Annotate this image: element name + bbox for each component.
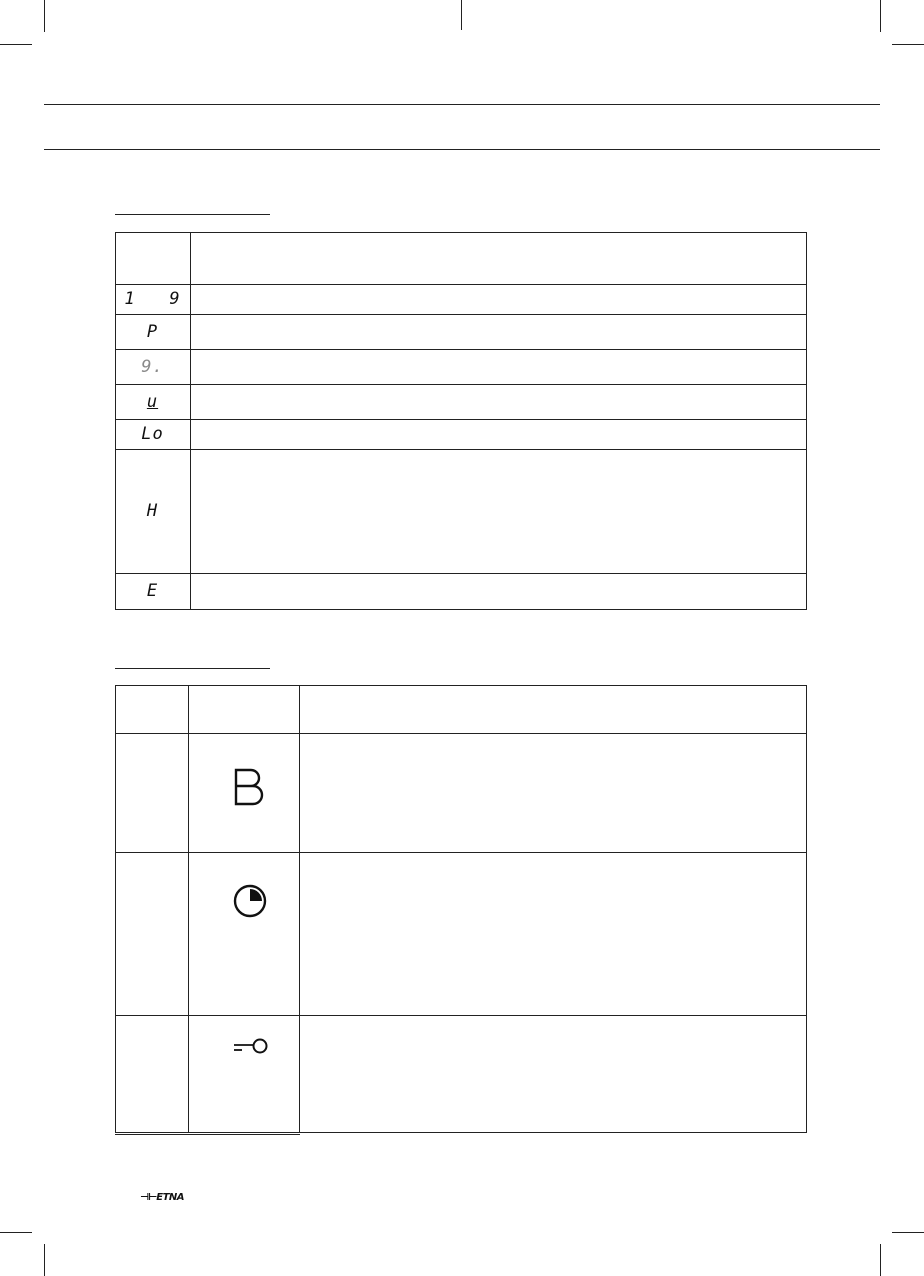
timer-icon: [232, 883, 268, 919]
crop-mark-top-right-h: [892, 44, 924, 45]
table-row: [189, 1016, 299, 1132]
table-row: [115, 449, 190, 573]
section-heading-underline-2: [115, 668, 270, 669]
display-symbol-error: E: [146, 581, 159, 601]
column-divider: [190, 232, 191, 610]
key-lock-icon: [231, 1036, 271, 1056]
table-row: [115, 349, 190, 384]
display-symbol-booster: P: [146, 321, 159, 342]
section-heading-underline-1: [115, 214, 270, 215]
table-row: [115, 314, 190, 349]
header-rule-bottom: [44, 149, 880, 150]
booster-icon: [233, 768, 267, 806]
table-row: [115, 384, 190, 419]
display-symbol-timer-level: 9.: [141, 356, 164, 377]
brand-logo: ⊣⊢ETNA: [140, 1192, 185, 1203]
display-symbol-pan-detection: u: [146, 391, 159, 412]
display-indicator-table: [115, 232, 807, 610]
crop-mark-bottom-left-v: [44, 1244, 45, 1276]
crop-mark-top-left-h: [0, 44, 32, 45]
display-symbol-power-levels: 1 9: [124, 289, 181, 309]
crop-mark-top-right-v: [880, 0, 881, 32]
crop-mark-top-left-v: [44, 0, 45, 32]
table-row: [115, 284, 190, 314]
table-row: [115, 573, 190, 609]
crop-mark-top-center: [461, 0, 462, 30]
display-symbol-low: Lo: [141, 424, 164, 444]
function-key-table: [115, 685, 807, 1135]
crop-mark-bottom-left-h: [0, 1232, 32, 1233]
table-row: [115, 419, 190, 449]
table-row: [189, 853, 299, 1015]
table-row: [189, 734, 299, 852]
header-rule-top: [44, 104, 880, 105]
crop-mark-bottom-right-h: [892, 1232, 924, 1233]
display-symbol-residual-heat: H: [146, 501, 159, 521]
crop-mark-bottom-right-v: [880, 1244, 881, 1276]
